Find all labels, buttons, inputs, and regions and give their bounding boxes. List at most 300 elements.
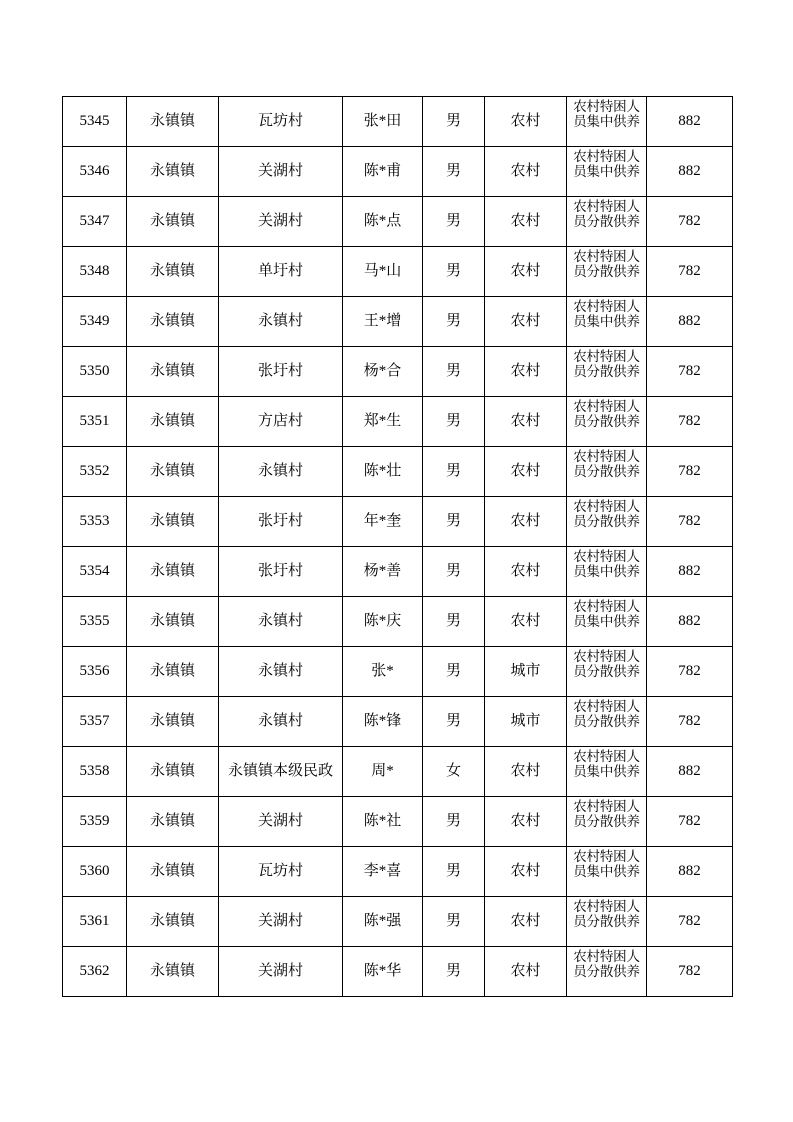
cell-id-text: 5349 <box>79 313 110 330</box>
cell-category <box>567 297 647 347</box>
cell-id-text: 5362 <box>79 963 110 980</box>
cell-gender-text: 男 <box>445 563 461 580</box>
table-row <box>63 697 733 747</box>
cell-gender <box>423 797 485 847</box>
cell-gender <box>423 947 485 997</box>
cell-name-text: 陈*甫 <box>363 163 402 180</box>
cell-category-text: 农村特困人员分散供养 <box>573 899 640 930</box>
cell-category-clip <box>567 748 646 795</box>
cell-category-text: 农村特困人员分散供养 <box>573 649 640 680</box>
cell-amount <box>647 247 733 297</box>
cell-village <box>219 447 343 497</box>
cell-hukou-text: 农村 <box>510 213 541 230</box>
cell-category <box>567 497 647 547</box>
cell-town <box>127 347 219 397</box>
cell-category <box>567 197 647 247</box>
cell-hukou <box>485 247 567 297</box>
cell-name-text: 杨*合 <box>363 363 402 380</box>
cell-id <box>63 97 127 147</box>
cell-gender-text: 男 <box>445 913 461 930</box>
table-row <box>63 97 733 147</box>
cell-town-text: 永镇镇 <box>149 413 195 430</box>
cell-village-text: 单圩村 <box>257 263 303 280</box>
cell-hukou-text: 农村 <box>510 613 541 630</box>
cell-category-text: 农村特困人员分散供养 <box>573 399 640 430</box>
cell-town <box>127 447 219 497</box>
cell-town <box>127 247 219 297</box>
cell-gender <box>423 97 485 147</box>
cell-hukou <box>485 347 567 397</box>
cell-id-text: 5358 <box>79 763 110 780</box>
cell-category-clip <box>567 948 646 995</box>
cell-town-text: 永镇镇 <box>149 313 195 330</box>
table-row <box>63 897 733 947</box>
cell-name <box>343 247 423 297</box>
cell-id-text: 5360 <box>79 863 110 880</box>
cell-id-text: 5345 <box>79 113 110 130</box>
table-row <box>63 797 733 847</box>
cell-town-text: 永镇镇 <box>149 613 195 630</box>
cell-village <box>219 597 343 647</box>
cell-town <box>127 647 219 697</box>
cell-amount <box>647 947 733 997</box>
cell-gender-text: 男 <box>445 513 461 530</box>
cell-category <box>567 897 647 947</box>
cell-amount-text: 782 <box>678 363 701 380</box>
cell-name <box>343 447 423 497</box>
cell-category-clip <box>567 248 646 295</box>
cell-gender <box>423 497 485 547</box>
cell-town-text: 永镇镇 <box>149 763 195 780</box>
cell-gender-text: 男 <box>445 113 461 130</box>
cell-amount <box>647 597 733 647</box>
cell-gender-text: 男 <box>445 163 461 180</box>
cell-hukou-text: 农村 <box>510 963 541 980</box>
cell-hukou <box>485 747 567 797</box>
cell-hukou <box>485 597 567 647</box>
cell-village <box>219 547 343 597</box>
cell-town <box>127 197 219 247</box>
cell-amount <box>647 397 733 447</box>
cell-town-text: 永镇镇 <box>149 113 195 130</box>
cell-category-clip <box>567 348 646 395</box>
cell-amount <box>647 197 733 247</box>
cell-village <box>219 947 343 997</box>
cell-category <box>567 847 647 897</box>
cell-category <box>567 947 647 997</box>
cell-category-text: 农村特困人员分散供养 <box>573 199 640 230</box>
cell-hukou <box>485 397 567 447</box>
cell-town <box>127 597 219 647</box>
cell-town-text: 永镇镇 <box>149 363 195 380</box>
cell-amount <box>647 897 733 947</box>
cell-town-text: 永镇镇 <box>149 463 195 480</box>
cell-village <box>219 847 343 897</box>
cell-category-clip <box>567 548 646 595</box>
cell-gender-text: 男 <box>445 263 461 280</box>
cell-hukou <box>485 547 567 597</box>
cell-id-text: 5352 <box>79 463 110 480</box>
cell-id-text: 5355 <box>79 613 110 630</box>
cell-name-text: 李*喜 <box>363 863 402 880</box>
cell-village-text: 关湖村 <box>257 963 303 980</box>
cell-name <box>343 647 423 697</box>
cell-category <box>567 647 647 697</box>
cell-amount-text: 882 <box>678 763 701 780</box>
cell-category-clip <box>567 898 646 945</box>
cell-hukou <box>485 697 567 747</box>
cell-category <box>567 747 647 797</box>
cell-amount <box>647 447 733 497</box>
cell-name-text: 王*增 <box>363 313 402 330</box>
cell-hukou <box>485 297 567 347</box>
cell-amount-text: 882 <box>678 113 701 130</box>
cell-name <box>343 697 423 747</box>
cell-hukou-text: 农村 <box>510 763 541 780</box>
cell-category-clip <box>567 598 646 645</box>
cell-town-text: 永镇镇 <box>149 863 195 880</box>
cell-id <box>63 297 127 347</box>
cell-category-clip <box>567 498 646 545</box>
cell-village-text: 瓦坊村 <box>257 113 303 130</box>
table-row <box>63 397 733 447</box>
cell-gender <box>423 147 485 197</box>
cell-name <box>343 397 423 447</box>
cell-category <box>567 447 647 497</box>
cell-village-text: 张圩村 <box>257 363 303 380</box>
cell-town-text: 永镇镇 <box>149 963 195 980</box>
cell-hukou-text: 农村 <box>510 913 541 930</box>
cell-gender-text: 男 <box>445 813 461 830</box>
cell-amount <box>647 547 733 597</box>
cell-category-clip <box>567 148 646 195</box>
cell-category-text: 农村特困人员集中供养 <box>573 549 640 580</box>
table-row <box>63 947 733 997</box>
cell-hukou <box>485 147 567 197</box>
cell-amount-text: 782 <box>678 413 701 430</box>
cell-id-text: 5354 <box>79 563 110 580</box>
cell-gender-text: 男 <box>445 313 461 330</box>
table-row <box>63 847 733 897</box>
cell-town <box>127 147 219 197</box>
cell-village <box>219 147 343 197</box>
cell-hukou-text: 农村 <box>510 863 541 880</box>
table-row <box>63 447 733 497</box>
cell-gender-text: 女 <box>445 763 461 780</box>
cell-category-clip <box>567 798 646 845</box>
cell-amount <box>647 497 733 547</box>
cell-village-text: 永镇村 <box>257 713 303 730</box>
cell-category <box>567 147 647 197</box>
cell-category <box>567 547 647 597</box>
cell-village <box>219 897 343 947</box>
cell-amount <box>647 747 733 797</box>
cell-amount-text: 882 <box>678 313 701 330</box>
cell-id-text: 5359 <box>79 813 110 830</box>
cell-gender <box>423 647 485 697</box>
cell-category-clip <box>567 648 646 695</box>
cell-gender <box>423 197 485 247</box>
table-row <box>63 597 733 647</box>
cell-village-text: 永镇村 <box>257 463 303 480</box>
cell-village <box>219 97 343 147</box>
cell-name-text: 陈*点 <box>363 213 402 230</box>
cell-name <box>343 547 423 597</box>
cell-category-text: 农村特困人员分散供养 <box>573 799 640 830</box>
cell-name <box>343 847 423 897</box>
cell-gender <box>423 297 485 347</box>
cell-amount-text: 782 <box>678 913 701 930</box>
cell-amount-text: 782 <box>678 463 701 480</box>
cell-id <box>63 847 127 897</box>
cell-hukou-text: 农村 <box>510 413 541 430</box>
cell-category-text: 农村特困人员集中供养 <box>573 99 640 130</box>
cell-amount-text: 882 <box>678 163 701 180</box>
cell-gender-text: 男 <box>445 213 461 230</box>
cell-gender <box>423 447 485 497</box>
table-row <box>63 647 733 697</box>
cell-category-clip <box>567 448 646 495</box>
cell-village-text: 张圩村 <box>257 563 303 580</box>
cell-id-text: 5347 <box>79 213 110 230</box>
cell-category-text: 农村特困人员集中供养 <box>573 849 640 880</box>
records-table <box>62 96 733 997</box>
cell-town-text: 永镇镇 <box>149 713 195 730</box>
cell-id-text: 5353 <box>79 513 110 530</box>
cell-category <box>567 697 647 747</box>
cell-village-text: 张圩村 <box>257 513 303 530</box>
cell-village-text: 永镇村 <box>257 613 303 630</box>
cell-town <box>127 897 219 947</box>
cell-amount <box>647 647 733 697</box>
cell-amount-text: 782 <box>678 213 701 230</box>
cell-name-text: 郑*生 <box>363 413 402 430</box>
cell-amount-text: 882 <box>678 563 701 580</box>
cell-name <box>343 347 423 397</box>
cell-village-text: 永镇镇本级民政 <box>227 763 333 780</box>
cell-hukou-text: 农村 <box>510 463 541 480</box>
cell-village <box>219 197 343 247</box>
cell-amount-text: 782 <box>678 963 701 980</box>
cell-amount <box>647 697 733 747</box>
cell-category <box>567 397 647 447</box>
cell-hukou-text: 农村 <box>510 813 541 830</box>
table-row <box>63 147 733 197</box>
cell-category <box>567 597 647 647</box>
cell-name-text: 陈*壮 <box>363 463 402 480</box>
cell-name-text: 杨*善 <box>363 563 402 580</box>
cell-hukou-text: 农村 <box>510 113 541 130</box>
table-row <box>63 297 733 347</box>
cell-category-clip <box>567 698 646 745</box>
cell-name <box>343 897 423 947</box>
cell-category <box>567 347 647 397</box>
cell-category-text: 农村特困人员集中供养 <box>573 749 640 780</box>
cell-name-text: 陈*华 <box>363 963 402 980</box>
cell-town <box>127 497 219 547</box>
cell-town <box>127 697 219 747</box>
cell-village-text: 永镇村 <box>257 313 303 330</box>
cell-name-text: 年*奎 <box>363 513 402 530</box>
cell-gender <box>423 697 485 747</box>
cell-village <box>219 397 343 447</box>
cell-town <box>127 397 219 447</box>
cell-category-text: 农村特困人员集中供养 <box>573 299 640 330</box>
cell-name <box>343 297 423 347</box>
cell-amount-text: 782 <box>678 663 701 680</box>
cell-name-text: 陈*庆 <box>363 613 402 630</box>
cell-village <box>219 497 343 547</box>
cell-category-text: 农村特困人员分散供养 <box>573 449 640 480</box>
table-body <box>63 97 733 997</box>
cell-category <box>567 247 647 297</box>
table-row <box>63 747 733 797</box>
cell-amount <box>647 347 733 397</box>
cell-id-text: 5356 <box>79 663 110 680</box>
cell-category-text: 农村特困人员分散供养 <box>573 249 640 280</box>
cell-id <box>63 547 127 597</box>
cell-village <box>219 647 343 697</box>
cell-id-text: 5346 <box>79 163 110 180</box>
cell-id <box>63 797 127 847</box>
cell-hukou-text: 农村 <box>510 163 541 180</box>
cell-gender <box>423 597 485 647</box>
cell-amount <box>647 847 733 897</box>
cell-id <box>63 947 127 997</box>
cell-amount-text: 882 <box>678 613 701 630</box>
cell-hukou-text: 城市 <box>510 713 541 730</box>
cell-amount-text: 782 <box>678 513 701 530</box>
cell-id <box>63 697 127 747</box>
table-row <box>63 497 733 547</box>
cell-hukou-text: 城市 <box>510 663 541 680</box>
cell-village-text: 方店村 <box>257 413 303 430</box>
cell-hukou-text: 农村 <box>510 363 541 380</box>
cell-gender <box>423 747 485 797</box>
cell-category-text: 农村特困人员分散供养 <box>573 949 640 980</box>
cell-id <box>63 397 127 447</box>
cell-name-text: 马*山 <box>363 263 402 280</box>
cell-town-text: 永镇镇 <box>149 563 195 580</box>
cell-town <box>127 547 219 597</box>
cell-hukou-text: 农村 <box>510 263 541 280</box>
cell-town-text: 永镇镇 <box>149 663 195 680</box>
cell-id <box>63 747 127 797</box>
cell-gender <box>423 347 485 397</box>
cell-id <box>63 647 127 697</box>
cell-id <box>63 897 127 947</box>
cell-town <box>127 297 219 347</box>
cell-category-clip <box>567 98 646 145</box>
cell-category-text: 农村特困人员分散供养 <box>573 499 640 530</box>
cell-id <box>63 197 127 247</box>
cell-town-text: 永镇镇 <box>149 513 195 530</box>
cell-village <box>219 747 343 797</box>
cell-name <box>343 147 423 197</box>
cell-name <box>343 97 423 147</box>
cell-village-text: 关湖村 <box>257 913 303 930</box>
cell-name <box>343 497 423 547</box>
cell-id <box>63 497 127 547</box>
cell-id <box>63 347 127 397</box>
cell-name-text: 陈*强 <box>363 913 402 930</box>
cell-town-text: 永镇镇 <box>149 263 195 280</box>
cell-name <box>343 797 423 847</box>
cell-village <box>219 297 343 347</box>
cell-category-clip <box>567 298 646 345</box>
cell-id-text: 5350 <box>79 363 110 380</box>
cell-village-text: 关湖村 <box>257 163 303 180</box>
cell-id <box>63 147 127 197</box>
cell-village <box>219 797 343 847</box>
cell-hukou <box>485 847 567 897</box>
table-row <box>63 197 733 247</box>
cell-town-text: 永镇镇 <box>149 213 195 230</box>
cell-amount-text: 782 <box>678 713 701 730</box>
cell-gender <box>423 247 485 297</box>
cell-village <box>219 347 343 397</box>
cell-name-text: 张* <box>371 663 394 680</box>
cell-gender <box>423 847 485 897</box>
cell-category-text: 农村特困人员分散供养 <box>573 349 640 380</box>
cell-gender-text: 男 <box>445 463 461 480</box>
cell-amount-text: 782 <box>678 263 701 280</box>
cell-town <box>127 947 219 997</box>
cell-amount <box>647 297 733 347</box>
table-row <box>63 547 733 597</box>
cell-category-clip <box>567 198 646 245</box>
cell-id-text: 5361 <box>79 913 110 930</box>
cell-hukou <box>485 197 567 247</box>
cell-village <box>219 697 343 747</box>
cell-name <box>343 747 423 797</box>
cell-category-clip <box>567 398 646 445</box>
cell-village-text: 关湖村 <box>257 813 303 830</box>
table-container <box>62 96 732 997</box>
cell-category <box>567 797 647 847</box>
table-row <box>63 347 733 397</box>
cell-id-text: 5348 <box>79 263 110 280</box>
cell-gender <box>423 897 485 947</box>
cell-town <box>127 797 219 847</box>
cell-hukou-text: 农村 <box>510 313 541 330</box>
cell-town-text: 永镇镇 <box>149 813 195 830</box>
cell-hukou-text: 农村 <box>510 563 541 580</box>
cell-gender-text: 男 <box>445 863 461 880</box>
cell-hukou <box>485 447 567 497</box>
cell-category <box>567 97 647 147</box>
cell-gender <box>423 547 485 597</box>
cell-amount <box>647 797 733 847</box>
table-row <box>63 247 733 297</box>
cell-category-text: 农村特困人员集中供养 <box>573 149 640 180</box>
cell-gender-text: 男 <box>445 663 461 680</box>
cell-category-clip <box>567 848 646 895</box>
cell-town-text: 永镇镇 <box>149 163 195 180</box>
cell-amount-text: 782 <box>678 813 701 830</box>
cell-amount-text: 882 <box>678 863 701 880</box>
cell-hukou <box>485 947 567 997</box>
cell-id <box>63 447 127 497</box>
cell-village-text: 关湖村 <box>257 213 303 230</box>
cell-name-text: 周* <box>371 763 394 780</box>
cell-name-text: 张*田 <box>363 113 402 130</box>
cell-hukou <box>485 97 567 147</box>
cell-name-text: 陈*社 <box>363 813 402 830</box>
cell-hukou <box>485 647 567 697</box>
cell-hukou <box>485 797 567 847</box>
cell-gender-text: 男 <box>445 363 461 380</box>
